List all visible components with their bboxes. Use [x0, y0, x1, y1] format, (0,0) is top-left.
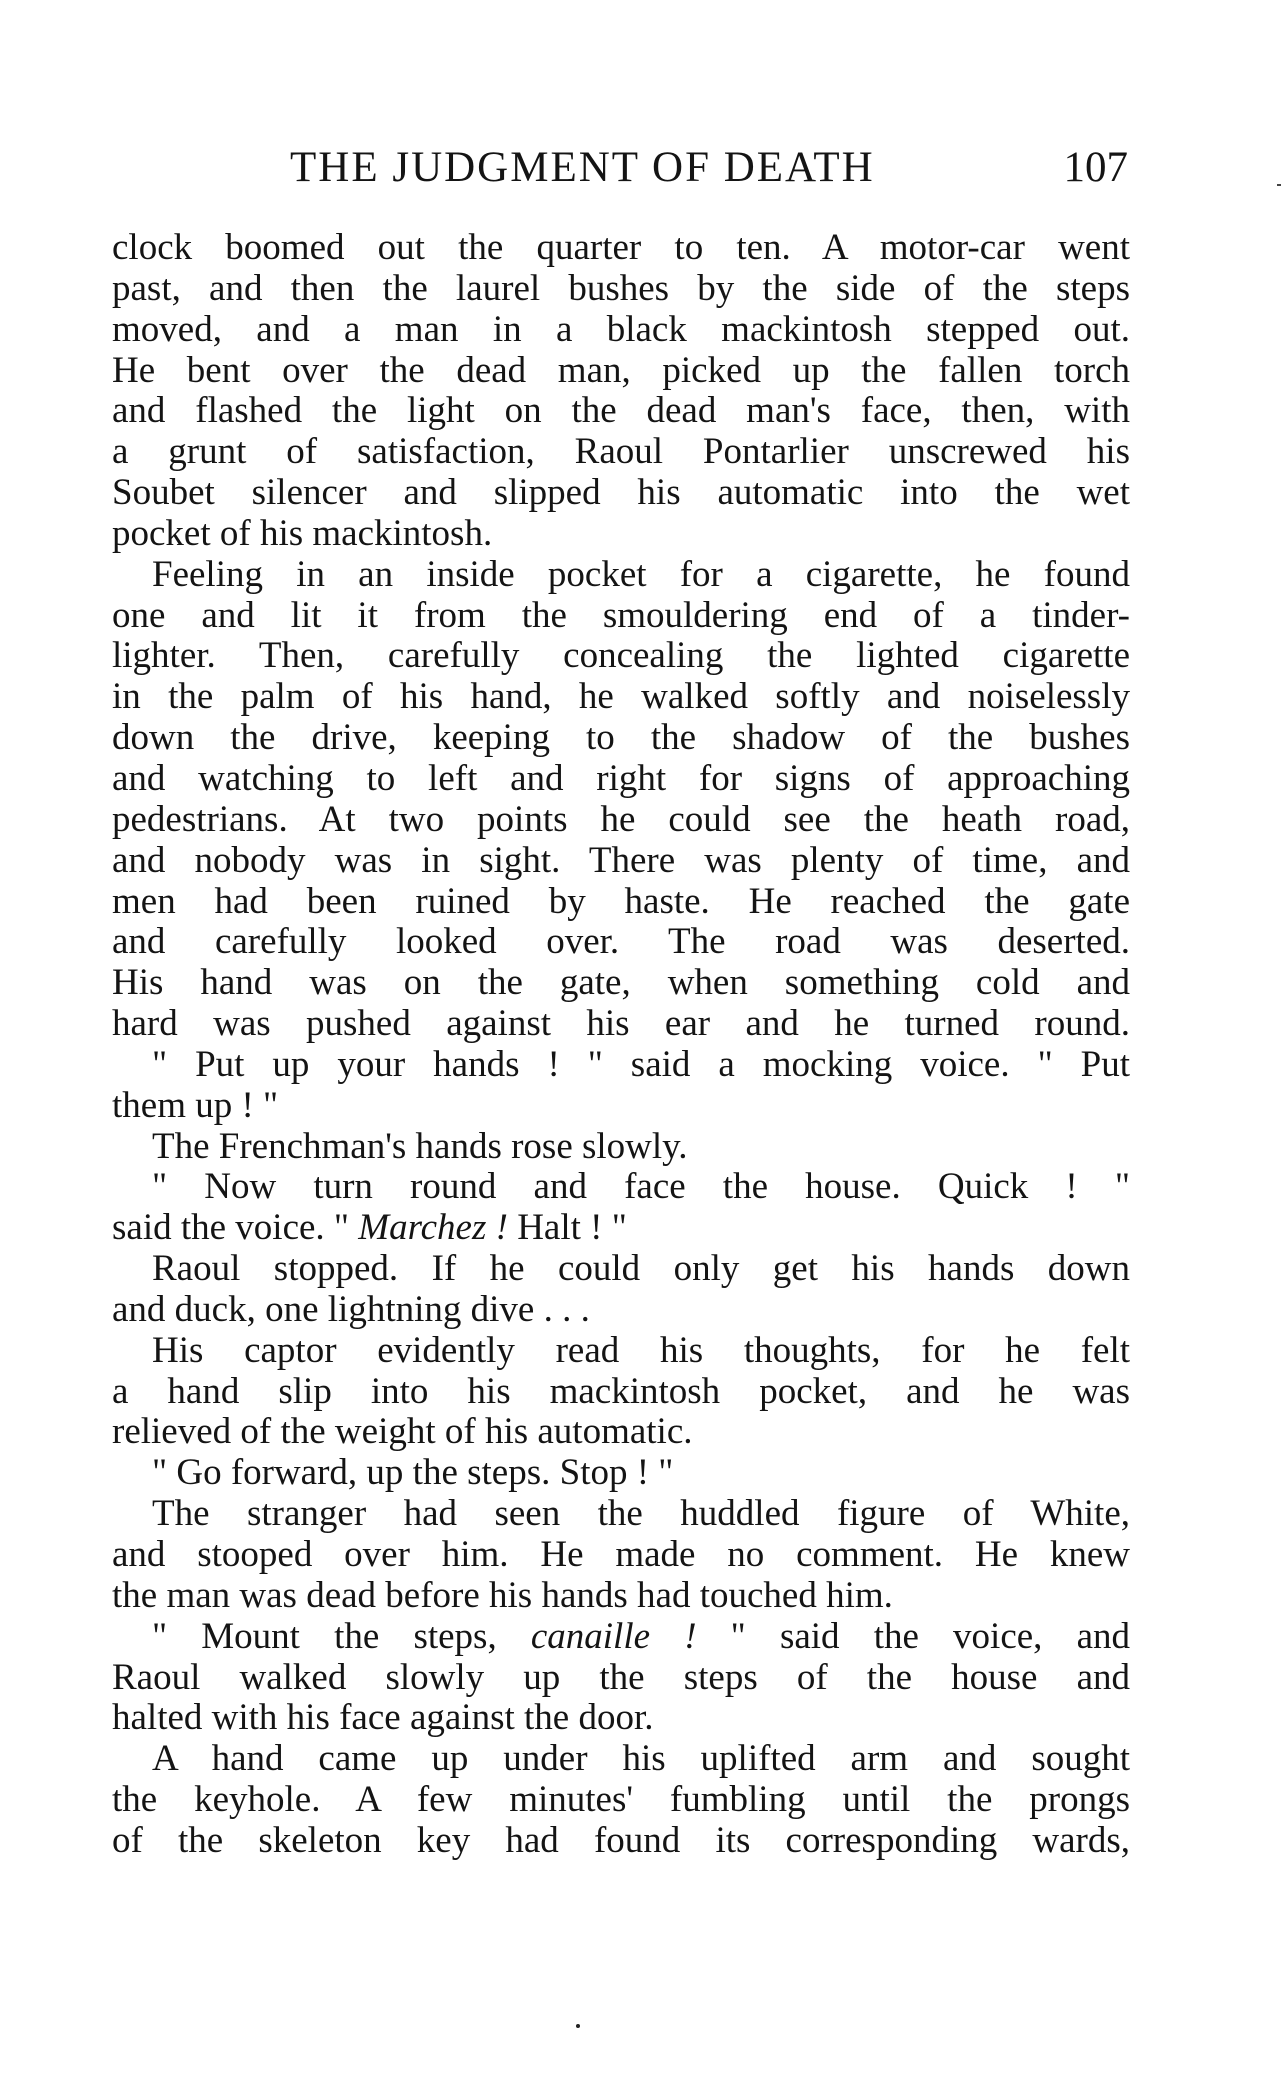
text-line: clock boomed out the quarter to ten. A motor-car went — [112, 227, 1130, 268]
text-line: a grunt of satisfaction, Raoul Pontarlier unscrewed his — [112, 431, 1130, 473]
text-line: His captor evidently read his thoughts, for he felt — [152, 1329, 1130, 1371]
text-line: halted with his face against the door. — [112, 1697, 654, 1739]
italic-text: canaille ! — [530, 1615, 697, 1657]
text-line: lighter. Then, carefully concealing the lighted cigarette — [112, 635, 1130, 677]
text-line: and stooped over him. He made no comment. He knew — [112, 1534, 1130, 1575]
text-line: and flashed the light on the dead man's face, then, with — [112, 390, 1130, 432]
text-line: the man was dead before his hands had touched him. — [112, 1574, 893, 1616]
text-line: The Frenchman's hands rose slowly. — [152, 1125, 688, 1167]
text-line: in the palm of his hand, he walked softly and noiselessly — [112, 676, 1130, 718]
text-line: them up ! " — [112, 1084, 279, 1126]
text-segment: " Mount the steps, — [152, 1615, 531, 1657]
running-title: THE JUDGMENT OF DEATH — [290, 144, 875, 191]
text-segment: " said the voice, and — [696, 1615, 1131, 1657]
text-line: the keyhole. A few minutes' fumbling until the prongs — [112, 1779, 1130, 1821]
text-line: Raoul stopped. If he could only get his hands down — [152, 1248, 1130, 1290]
text-line: a hand slip into his mackintosh pocket, and he was — [112, 1370, 1130, 1412]
text-line: relieved of the weight of his automatic. — [112, 1411, 693, 1453]
text-line: Soubet silencer and slipped his automatic into the wet — [112, 472, 1130, 514]
text-line: pedestrians. At two points he could see the heath road, — [112, 798, 1130, 840]
body-text — [112, 228, 1130, 1862]
running-header — [112, 140, 1130, 196]
text-line: " Now turn round and face the house. Quick ! " — [152, 1166, 1130, 1208]
page-number: 107 — [1063, 144, 1128, 191]
text-line: men had been ruined by haste. He reached the gate — [112, 880, 1130, 922]
text-line — [112, 1208, 1130, 1249]
text-line: pocket of his mackintosh. — [112, 512, 493, 554]
print-speck — [1277, 184, 1281, 186]
text-segment: Halt ! " — [507, 1207, 627, 1249]
text-line: and carefully looked over. The road was deserted. — [112, 921, 1130, 963]
text-line: and duck, one lightning dive . . . — [112, 1288, 590, 1330]
text-line: of the skeleton key had found its corresponding wards, — [112, 1819, 1130, 1861]
text-line: " Put up your hands ! " said a mocking voice. " Put — [152, 1043, 1130, 1085]
text-line: Feeling in an inside pocket for a cigarette, he found — [152, 553, 1130, 595]
italic-text: Marchez ! — [358, 1207, 508, 1249]
text-line: His hand was on the gate, when something cold and — [112, 962, 1130, 1004]
text-line: " Go forward, up the steps. Stop ! " — [152, 1452, 674, 1494]
text-line: and watching to left and right for signs of approaching — [112, 757, 1130, 799]
print-speck — [576, 2024, 580, 2028]
text-line — [112, 1617, 1130, 1658]
text-line: He bent over the dead man, picked up the fallen torch — [112, 349, 1130, 391]
text-line: and nobody was in sight. There was plenty of time, and — [112, 839, 1130, 881]
text-line: Raoul walked slowly up the steps of the house and — [112, 1656, 1130, 1698]
text-line: The stranger had seen the huddled figure of White, — [152, 1493, 1130, 1535]
text-line: hard was pushed against his ear and he turned round. — [112, 1003, 1130, 1045]
text-line: down the drive, keeping to the shadow of the bushes — [112, 717, 1130, 759]
text-line: past, and then the laurel bushes by the side of the steps — [112, 267, 1130, 309]
text-line: A hand came up under his uplifted arm and sought — [152, 1738, 1130, 1780]
text-line: moved, and a man in a black mackintosh stepped out. — [112, 308, 1130, 350]
text-line: one and lit it from the smouldering end of a tinder- — [112, 594, 1130, 636]
text-segment: said the voice. " — [112, 1207, 359, 1249]
